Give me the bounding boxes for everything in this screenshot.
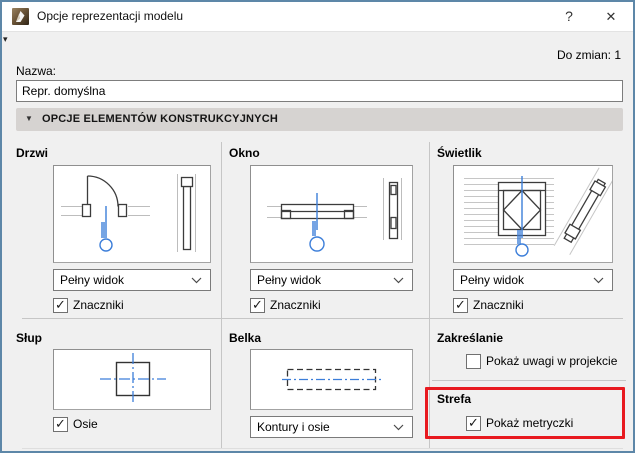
row-divider [22,318,623,319]
column-panel-title: Słup [16,331,42,345]
redlining-show-notes-checkbox[interactable]: Pokaż uwagi w projekcie [466,353,617,369]
help-button[interactable]: ? [565,8,573,24]
column-preview [53,349,211,410]
window-view-dropdown[interactable]: Pełny widok [250,269,413,291]
changes-counter: Do zmian: 1 [556,48,621,62]
door-preview [53,165,211,263]
checkbox-box: ✓ [53,417,68,432]
door-markers-checkbox[interactable]: ✓ Znaczniki [53,297,124,313]
checkbox-box [466,354,481,369]
chevron-down-icon [393,424,404,431]
window-markers-checkbox[interactable]: ✓ Znaczniki [250,297,321,313]
panel-collapse-icon[interactable]: ▾ [3,34,8,44]
skylight-panel-title: Świetlik [437,146,482,160]
checkbox-box: ✓ [250,298,265,313]
checkbox-box: ✓ [466,416,481,431]
name-label: Nazwa: [16,64,57,78]
close-button[interactable]: ✕ [605,9,617,24]
chevron-down-icon [593,277,604,284]
window-title: Opcje reprezentacji modelu [37,9,184,23]
checkbox-box: ✓ [453,298,468,313]
chevron-down-icon [191,277,202,284]
door-panel-title: Drzwi [16,146,49,160]
window-preview [250,165,413,263]
skylight-view-dropdown[interactable]: Pełny widok [453,269,613,291]
column-axes-checkbox[interactable]: ✓ Osie [53,416,98,432]
section-header-structural-options[interactable] [16,108,623,131]
beam-panel-title: Belka [229,331,262,345]
bottom-divider [22,448,623,449]
beam-preview [250,349,413,410]
skylight-preview [453,165,613,263]
checkbox-box: ✓ [53,298,68,313]
archicad-logo-icon [12,8,29,25]
name-input[interactable] [16,80,623,102]
beam-view-dropdown[interactable]: Kontury i osie [250,416,413,438]
column-divider [221,142,222,448]
section-collapse-icon: ▼ [25,114,33,123]
chevron-down-icon [393,277,404,284]
zone-panel-title: Strefa [437,392,472,406]
zone-show-stamps-checkbox[interactable]: ✓ Pokaż metryczki [466,415,573,431]
door-view-dropdown[interactable]: Pełny widok [53,269,211,291]
skylight-markers-checkbox[interactable]: ✓ Znaczniki [453,297,524,313]
redlining-panel-title: Zakreślanie [437,331,504,345]
zone-divider [432,380,626,381]
column-divider [429,142,430,448]
title-bar [2,2,633,32]
window-panel-title: Okno [229,146,260,160]
section-title: OPCJE ELEMENTÓW KONSTRUKCYJNYCH [42,113,278,125]
